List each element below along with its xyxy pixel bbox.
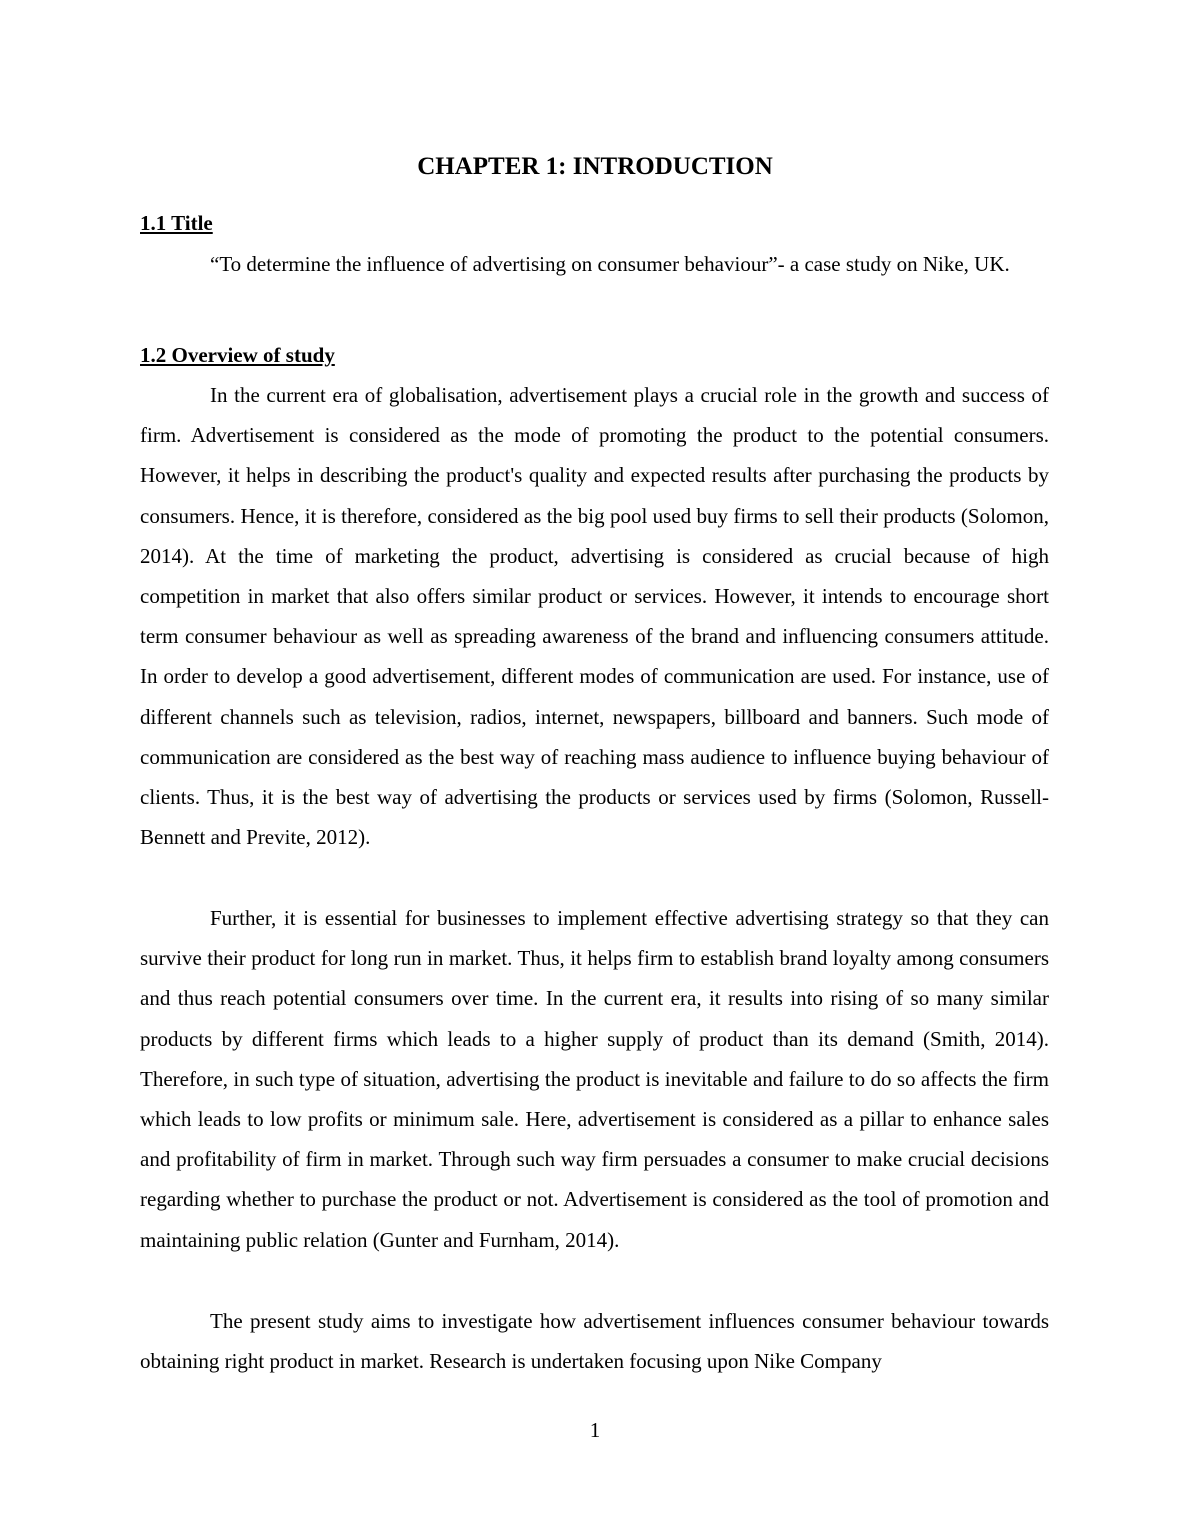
page-number: 1 xyxy=(589,1418,601,1442)
chapter-title: CHAPTER 1: INTRODUCTION xyxy=(417,153,773,180)
section-heading-title: 1.1 Title xyxy=(140,211,213,235)
paragraph-overview-3: The present study aims to investigate how advertisement influences consumer behaviour towards obtaining right product in market. Research is undertaken focusing upon Nike Company xyxy=(140,1309,1049,1374)
paragraph-title-statement: “To determine the influence of advertising on consumer behaviour”- a case study on Nike, UK. xyxy=(210,252,1010,276)
section-heading-overview: 1.2 Overview of study xyxy=(140,343,335,367)
paragraph-overview-2: Further, it is essential for businesses to implement effective advertising strategy so that they can survive their product for long run in market. Thus, it helps firm to establish brand loyalty among consumers and thus reach potential consumers over time. In the current era, it results into rising of so many similar products by different firms which leads to a higher supply of product than its demand (Smith, 2014). Therefore, in such type of situation, advertising the product is inevitable and failure to do so affects the firm which leads to low profits or minimum sale. Here, advertisement is considered as a pillar to enhance sales and profitability of firm in market. Through such way firm persuades a consumer to make crucial decisions regarding whether to purchase the product or not. Advertisement is considered as the tool of promotion and maintaining public relation (Gunter and Furnham, 2014). xyxy=(140,906,1049,1252)
paragraph-overview-1: In the current era of globalisation, advertisement plays a crucial role in the growth and success of firm. Advertisement is considered as the mode of promoting the product to the potential consumers. However, it helps in describing the product's quality and expected results after purchasing the products by consumers. Hence, it is therefore, considered as the big pool used buy firms to sell their products (Solomon, 2014). At the time of marketing the product, advertising is considered as crucial because of high competition in market that also offers similar product or services. However, it intends to encourage short term consumer behaviour as well as spreading awareness of the brand and influencing consumers attitude. In order to develop a good advertisement, different modes of communication are used. For instance, use of different channels such as television, radios, internet, newspapers, billboard and banners. Such mode of communication are considered as the best way of reaching mass audience to influence buying behaviour of clients. Thus, it is the best way of advertising the products or services used by firms (Solomon, Russell-Bennett and Previte, 2012). xyxy=(140,383,1049,850)
